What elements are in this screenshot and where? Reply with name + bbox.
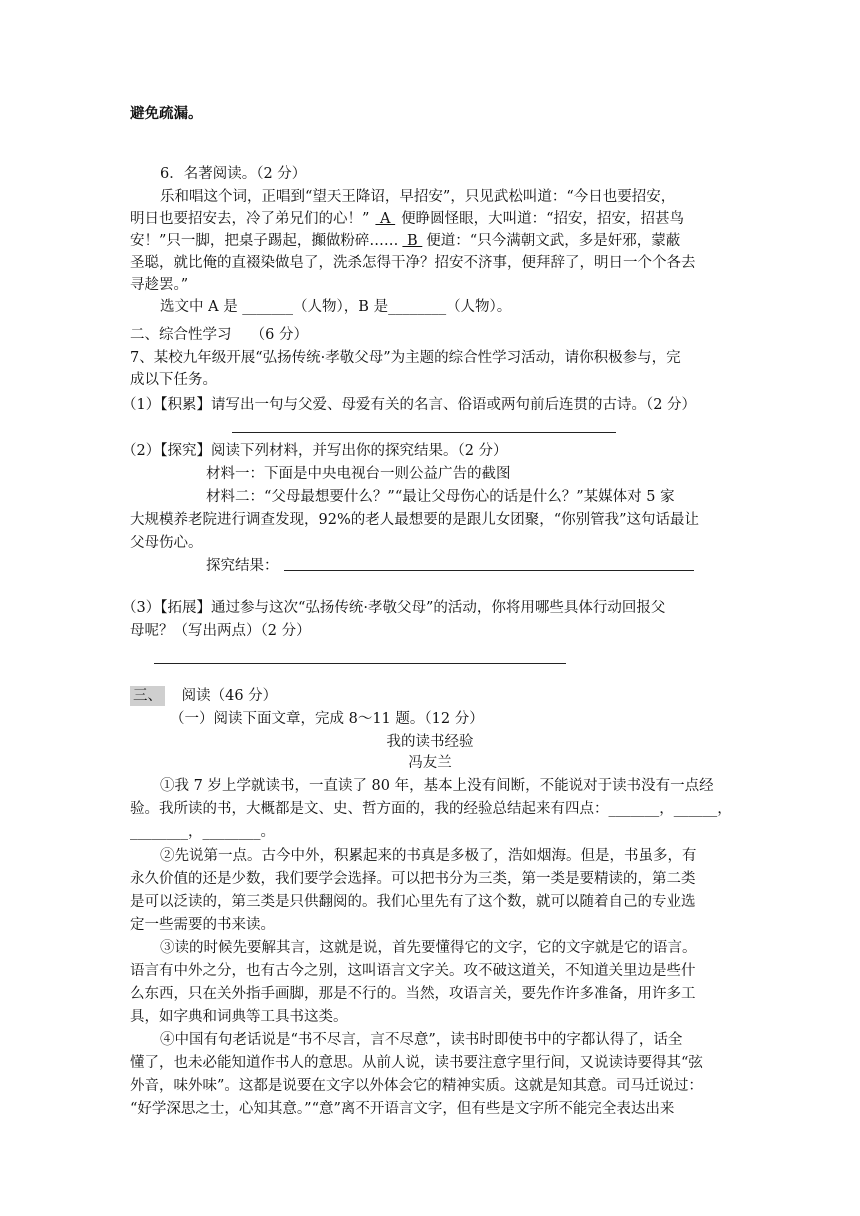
section3-heading: 三、 阅读（46 分） bbox=[130, 685, 740, 707]
material1: 材料一：下面是中央电视台一则公益广告的截图 bbox=[206, 466, 511, 482]
q6-text-line: 安！”只一脚，把桌子踢起，攧做粉碎…… B 便道：“只今满朝文武，多是奸邪，蒙蔽 bbox=[130, 233, 681, 249]
q6-text-line: 乐和唱这个词，正唱到“望天王降诏，早招安”，只见武松叫道：“今日也要招安， bbox=[160, 189, 676, 205]
material2-line: 材料二：“父母最想要什么？”“最让父母伤心的话是什么？”某媒体对 5 家 bbox=[206, 489, 675, 505]
section2-heading: 二、综合性学习 （6 分） bbox=[130, 327, 308, 343]
paragraph-line: 是可以泛读的，第三类是只供翻阅的。我们心里先有了这个数，就可以随着自己的专业选 bbox=[130, 894, 696, 910]
paragraph-line: “好学深思之士，心知其意。”“意”离不开语言文字，但有些是文字所不能完全表达出来 bbox=[130, 1101, 675, 1117]
blank-a[interactable]: A bbox=[375, 211, 396, 227]
continued-line: 避免疏漏。 bbox=[130, 105, 203, 122]
paragraph-line: 语言有中外之分，也有古今之别，这叫语言文字关。攻不破这道关，不知道关里边是些什 bbox=[130, 963, 696, 979]
task3-line: 母呢？（写出两点）（2 分） bbox=[130, 623, 311, 639]
paragraph-line: ④中国有句老话说是“书不尽言，言不尽意”，读书时即使书中的字都认得了，话全 bbox=[160, 1032, 683, 1048]
paragraph-line: ①我 7 岁上学就读书，一直读了 80 年，基本上没有间断，不能说对于读书没有一点经 bbox=[160, 778, 714, 794]
paragraph-line: 外音，味外味”。这都是说要在文字以外体会它的精神实质。这就是知其意。司马迁说过： bbox=[130, 1078, 703, 1094]
task1-answer-line[interactable] bbox=[232, 432, 616, 433]
task3-line: （3）【拓展】通过参与这次“弘扬传统·孝敬父母”的活动，你将用哪些具体行动回报父 bbox=[122, 600, 666, 616]
q6-text-line: 圣聪，就比俺的直裰染做皂了，洗杀怎得干净？招安不济事，便拜辞了，明日一个个各去 bbox=[130, 255, 696, 271]
paragraph-line: 定一些需要的书来读。 bbox=[130, 917, 275, 933]
q6-text-line: 明日也要招安去，冷了弟兄们的心！” A 便睁圆怪眼，大叫道：“招安，招安，招甚鸟 bbox=[130, 211, 685, 227]
section3-number: 三、 bbox=[130, 686, 165, 706]
article-author: 冯友兰 bbox=[408, 755, 452, 771]
section3-subheading: （一）阅读下面文章，完成 8～11 题。（12 分） bbox=[170, 711, 484, 727]
q7-line: 成以下任务。 bbox=[130, 372, 217, 388]
blank-b[interactable]: B bbox=[402, 233, 423, 249]
q6-text-line: 寻趁罢。” bbox=[130, 277, 189, 293]
task2-text: （2）【探究】阅读下列材料，并写出你的探究结果。（2 分） bbox=[122, 443, 508, 459]
paragraph-line: ________，________。 bbox=[130, 824, 275, 840]
result-label: 探究结果： bbox=[206, 558, 279, 574]
paragraph-line: 懂了，也未必能知道作书人的意思。从前人说，读书要注意字里行间，又说读诗要得其“弦 bbox=[130, 1055, 703, 1071]
q7-line: 7、某校九年级开展“弘扬传统·孝敬父母”为主题的综合性学习活动，请你积极参与，完 bbox=[130, 350, 681, 366]
task3-answer-line[interactable] bbox=[154, 663, 566, 664]
result-answer-line[interactable] bbox=[284, 570, 694, 571]
paragraph-line: ③读的时候先要解其言，这就是说，首先要懂得它的文字，它的文字就是它的语言。 bbox=[160, 940, 697, 956]
paragraph-line: ②先说第一点。古今中外，积累起来的书真是多极了，浩如烟海。但是，书虽多，有 bbox=[160, 848, 697, 864]
paragraph-line: 具，如字典和词典等工具书这类。 bbox=[130, 1009, 348, 1025]
q6-answer-line: 选文中 A 是 _______（人物），B 是________（人物）。 bbox=[160, 299, 512, 315]
q6-title: 6．名著阅读。（2 分） bbox=[160, 166, 307, 182]
material2-line: 父母伤心。 bbox=[130, 535, 203, 551]
paragraph-line: 永久价值的还是少数，我们要学会选择。可以把书分为三类，第一类是要精读的，第二类 bbox=[130, 871, 696, 887]
task1-text: （1）【积累】请写出一句与父爱、母爱有关的名言、俗语或两句前后连贯的古诗。（2 分） bbox=[122, 397, 697, 413]
material2-line: 大规模养老院进行调查发现，92%的老人最想要的是跟儿女团聚，“你别管我”这句话最让 bbox=[130, 512, 700, 528]
article-title: 我的读书经验 bbox=[386, 734, 474, 750]
paragraph-line: 么东西，只在关外指手画脚，那是不行的。当然，攻语言关，要先作许多准备，用许多工 bbox=[130, 986, 696, 1002]
paragraph-line: 验。我所读的书，大概都是文、史、哲方面的，我的经验总结起来有四点：_______，______， bbox=[130, 801, 732, 817]
